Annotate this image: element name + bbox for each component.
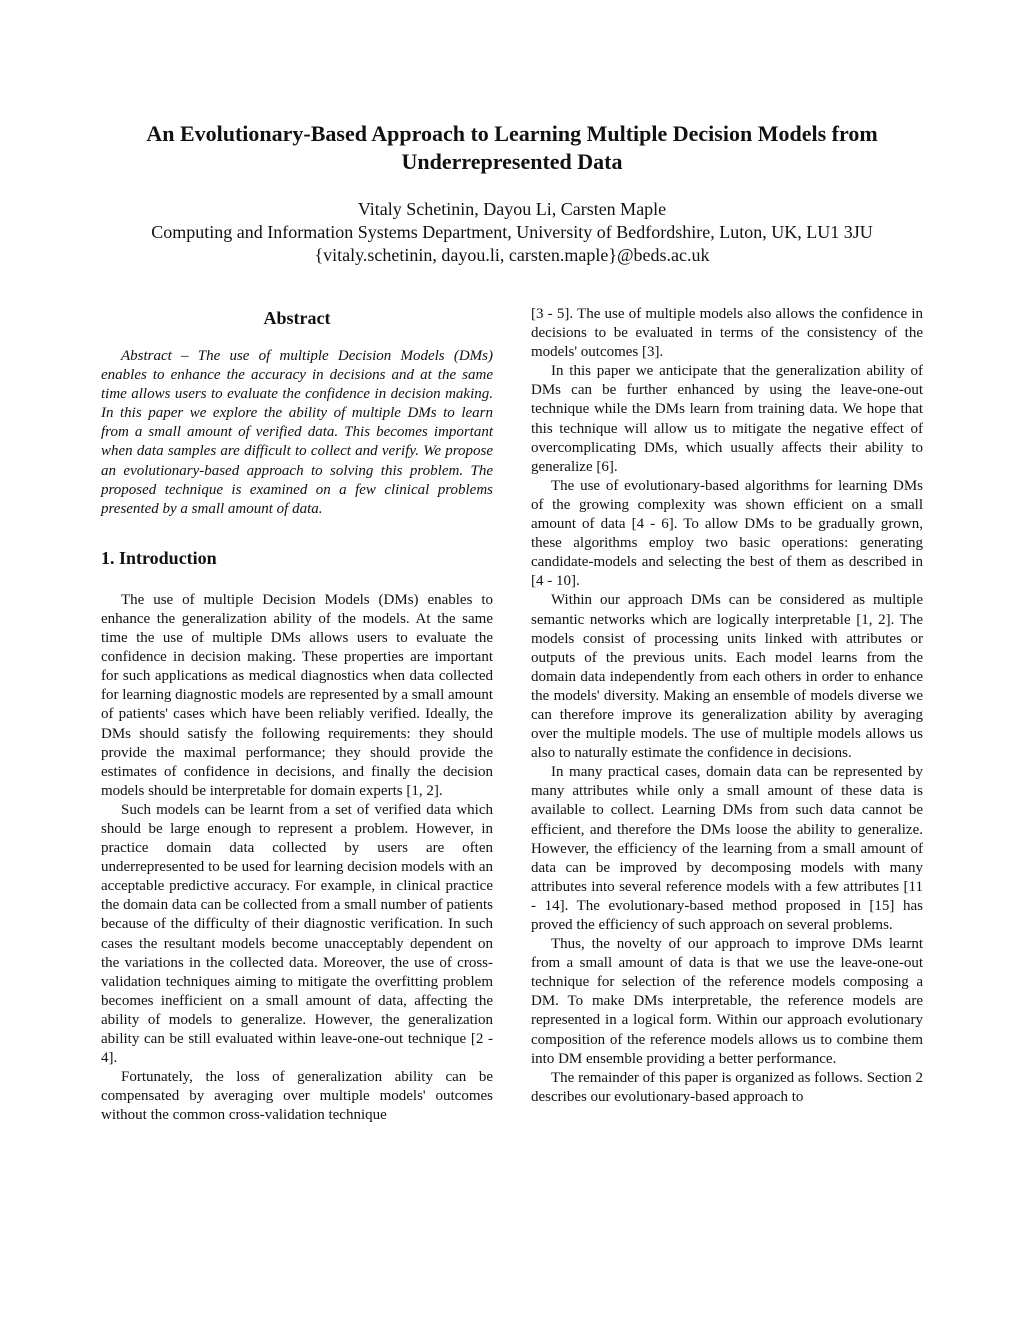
intro-paragraph-9: The remainder of this paper is organized as follows. Section 2 describes our evolutionary-based approach to bbox=[531, 1069, 923, 1105]
author-names: Vitaly Schetinin, Dayou Li, Carsten Maple bbox=[357, 199, 667, 219]
abstract-text: Abstract – The use of multiple Decision Models (DMs) enables to enhance the accuracy in decisions and at the same time allows users to evaluate the confidence in decision making. In this paper we explore the ability of multiple DMs to learn from a small amount of verified data. This becomes important when data samples are difficult to collect and verify. We propose an evolutionary-based approach to solving this problem. The proposed technique is examined on a few clinical problems presented by a small amount of data. bbox=[101, 348, 493, 517]
intro-paragraph-5: The use of evolutionary-based algorithms for learning DMs of the growing complexity was shown efficient on a small amount of data [4 - 6]. To allow DMs to be gradually grown, these algorithms employ two basic operations: generating candidate-models and selecting the best of them as described in [4 - 10]. bbox=[531, 477, 923, 590]
intro-paragraph-6: Within our approach DMs can be considered as multiple semantic networks which are logically interpretable [1, 2]. The models consist of processing units linked with attributes or outputs of the previous units. Each model learns from the domain data independently from each others in order to enhance the models' diversity. Making an ensemble of models diverse we can therefore improve its generalization ability by averaging over the multiple models. The use of multiple models allows us also to naturally estimate the confidence in decisions. bbox=[531, 592, 923, 762]
author-email: {vitaly.schetinin, dayou.li, carsten.maple}@beds.ac.uk bbox=[314, 245, 710, 265]
intro-paragraph-1: The use of multiple Decision Models (DMs) enables to enhance the generalization ability of the models. At the same time the use of multiple DMs allows users to evaluate the confidence in decision making. These properties are important for such applications as medical diagnostics when data collected for learning diagnostic models are represented by a small amount of patients' cases which have been reliably verified. Ideally, the DMs should satisfy the following requirements: they should provide the maximal performance; they should provide the estimates of confidence in decisions, and finally the decision models should be interpretable for domain experts [1, 2]. bbox=[101, 591, 493, 799]
intro-paragraph-4: In this paper we anticipate that the generalization ability of DMs can be further enhanced by using the leave-one-out technique while the DMs learn from training data. We hope that this technique will allow us to mitigate the negative effect of overcomplicating DMs, which usually affects their ability to generalize [6]. bbox=[531, 363, 923, 475]
intro-paragraph-8: Thus, the novelty of our approach to improve DMs learnt from a small amount of data is that we use the leave-one-out technique for selection of the reference models composing a DM. To make DMs interpretable, the reference models are represented in a logical form. Within our approach evolutionary composition of the reference models allows us to combine them into DM ensemble providing a better performance. bbox=[531, 936, 923, 1067]
intro-paragraph-7: In many practical cases, domain data can be represented by many attributes while only a small amount of these data is available to collect. Learning DMs from such data cannot be efficient, and therefore the DMs loose the ability to generalize. However, the efficiency of the learning from a small amount of data can be improved by decomposing models with many attributes into several reference models with a few attributes [11 - 14]. The evolutionary-based method proposed in [15] has proved the efficiency of such approach on several problems. bbox=[531, 764, 923, 933]
author-affiliation: Computing and Information Systems Department, University of Bedfordshire, Luton, UK, LU1 3JU bbox=[151, 222, 873, 242]
abstract-heading: Abstract bbox=[263, 308, 331, 328]
intro-paragraph-3: Fortunately, the loss of generalization ability can be compensated by averaging over multiple models' outcomes without the common cross-validation technique bbox=[101, 1069, 493, 1124]
paper-title: An Evolutionary-Based Approach to Learning Multiple Decision Models from Underrepresented Data bbox=[146, 121, 878, 174]
intro-paragraph-2: Such models can be learnt from a set of verified data which should be large enough to represent a problem. However, in practice domain data collected by users are often underrepresented to be used for learning decision models with an acceptable predictive accuracy. For example, in clinical practice the domain data can be collected from a small number of patients because of the difficulty of their diagnostic verification. In such cases the resultant models become unacceptably dependent on the variations in the collected data. Moreover, the use of cross-validation techniques aiming to mitigate the overfitting problem becomes inefficient on a small amount of data, affecting the ability of models to generalize. However, the generalization ability can be still evaluated within leave-one-out technique [2 - 4]. bbox=[101, 801, 493, 1067]
right-column bbox=[531, 305, 923, 1107]
author-block bbox=[80, 198, 944, 267]
section-heading-introduction: 1. Introduction bbox=[101, 547, 217, 568]
left-column bbox=[101, 305, 493, 1125]
intro-paragraph-continued: [3 - 5]. The use of multiple models also allows the confidence in decisions to be evaluated in terms of the consistency of the models' outcomes [3]. bbox=[531, 306, 923, 361]
